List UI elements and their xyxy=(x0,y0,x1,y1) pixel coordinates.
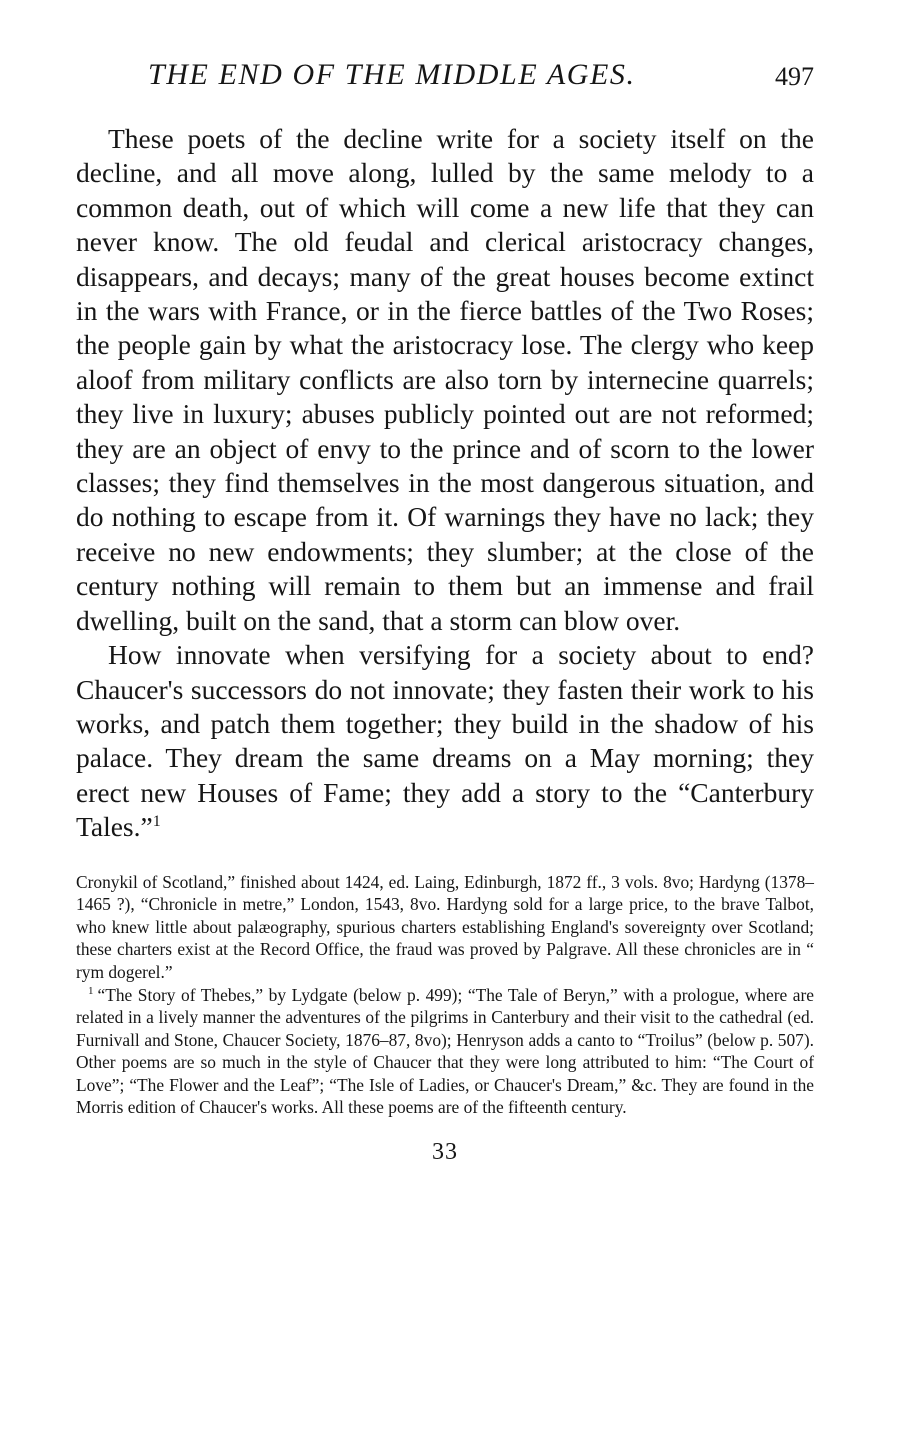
book-page xyxy=(76,58,814,1166)
paragraph-text: How innovate when versifying for a society about to end? Chaucer's successors do not innovate; they fasten their work to his works, and patch them together; they build in the shadow of his palace. They dream the same dreams on a May morning; they erect new Houses of Fame; they add a story to the “Canterbury Tales.” xyxy=(76,639,814,843)
footnote xyxy=(76,984,814,1120)
running-title: THE END OF THE MIDDLE AGES. xyxy=(148,58,636,91)
paragraph xyxy=(76,638,814,844)
footnote-reference: 1 xyxy=(152,812,161,830)
footnotes xyxy=(76,871,814,1120)
page-number: 497 xyxy=(775,62,814,91)
signature-mark: 33 xyxy=(432,1139,458,1166)
footnote-continuation: Cronykil of Scotland,” finished about 1424, ed. Laing, Edinburgh, 1872 ff., 3 vols. 8vo; Hardyng (1378–1465 ?), “Chronicle in metre,” London, 1543, 8vo. Hardyng sold for a large price, to the brave Talbot, who knew little about palæography, spurious charters establishing England's sovereignty over Scotland; these charters exist at the Record Office, the fraud was proved by Palgrave. All these chronicles are in “ rym dogerel.” xyxy=(76,871,814,982)
paragraph xyxy=(76,122,814,638)
paragraph-text: These poets of the decline write for a society itself on the decline, and all move along, lulled by the same melody to a common death, out of which will come a new life that they can never know. The old feudal and clerical aristocracy changes, disappears, and decays; many of the great houses become extinct in the wars with France, or in the fierce battles of the Two Roses; the people gain by what the aristocracy lose. The clergy who keep aloof from military conflicts are also torn by internecine quarrels; they live in luxury; abuses publicly pointed out are not reformed; they are an object of envy to the prince and of scorn to the lower classes; they find themselves in the most dangerous situation, and do nothing to escape from it. Of warnings they have no lack; they receive no new endowments; they slumber; at the close of the century nothing will remain to them but an immense and frail dwelling, built on the sand, that a storm can blow over. xyxy=(76,123,814,636)
footnote-text: “The Story of Thebes,” by Lydgate (below p. 499); “The Tale of Beryn,” with a prologue, where are related in a lively manner the adventures of the pilgrims in Canterbury and their visit to the cathedral (ed. Furnivall and Stone, Chaucer Society, 1876–87, 8vo); Henryson adds a canto to “Troilus” (below p. 507). Other poems are so much in the style of Chaucer that they were long attributed to him: “The Court of Love”; “The Flower and the Leaf”; “The Isle of Ladies, or Chaucer's Dream,” &c. They are found in the Morris edition of Chaucer's works. All these poems are of the fifteenth century. xyxy=(76,984,814,1118)
footnote-mark: 1 xyxy=(88,984,94,997)
main-text xyxy=(76,122,814,845)
running-head xyxy=(76,58,814,102)
